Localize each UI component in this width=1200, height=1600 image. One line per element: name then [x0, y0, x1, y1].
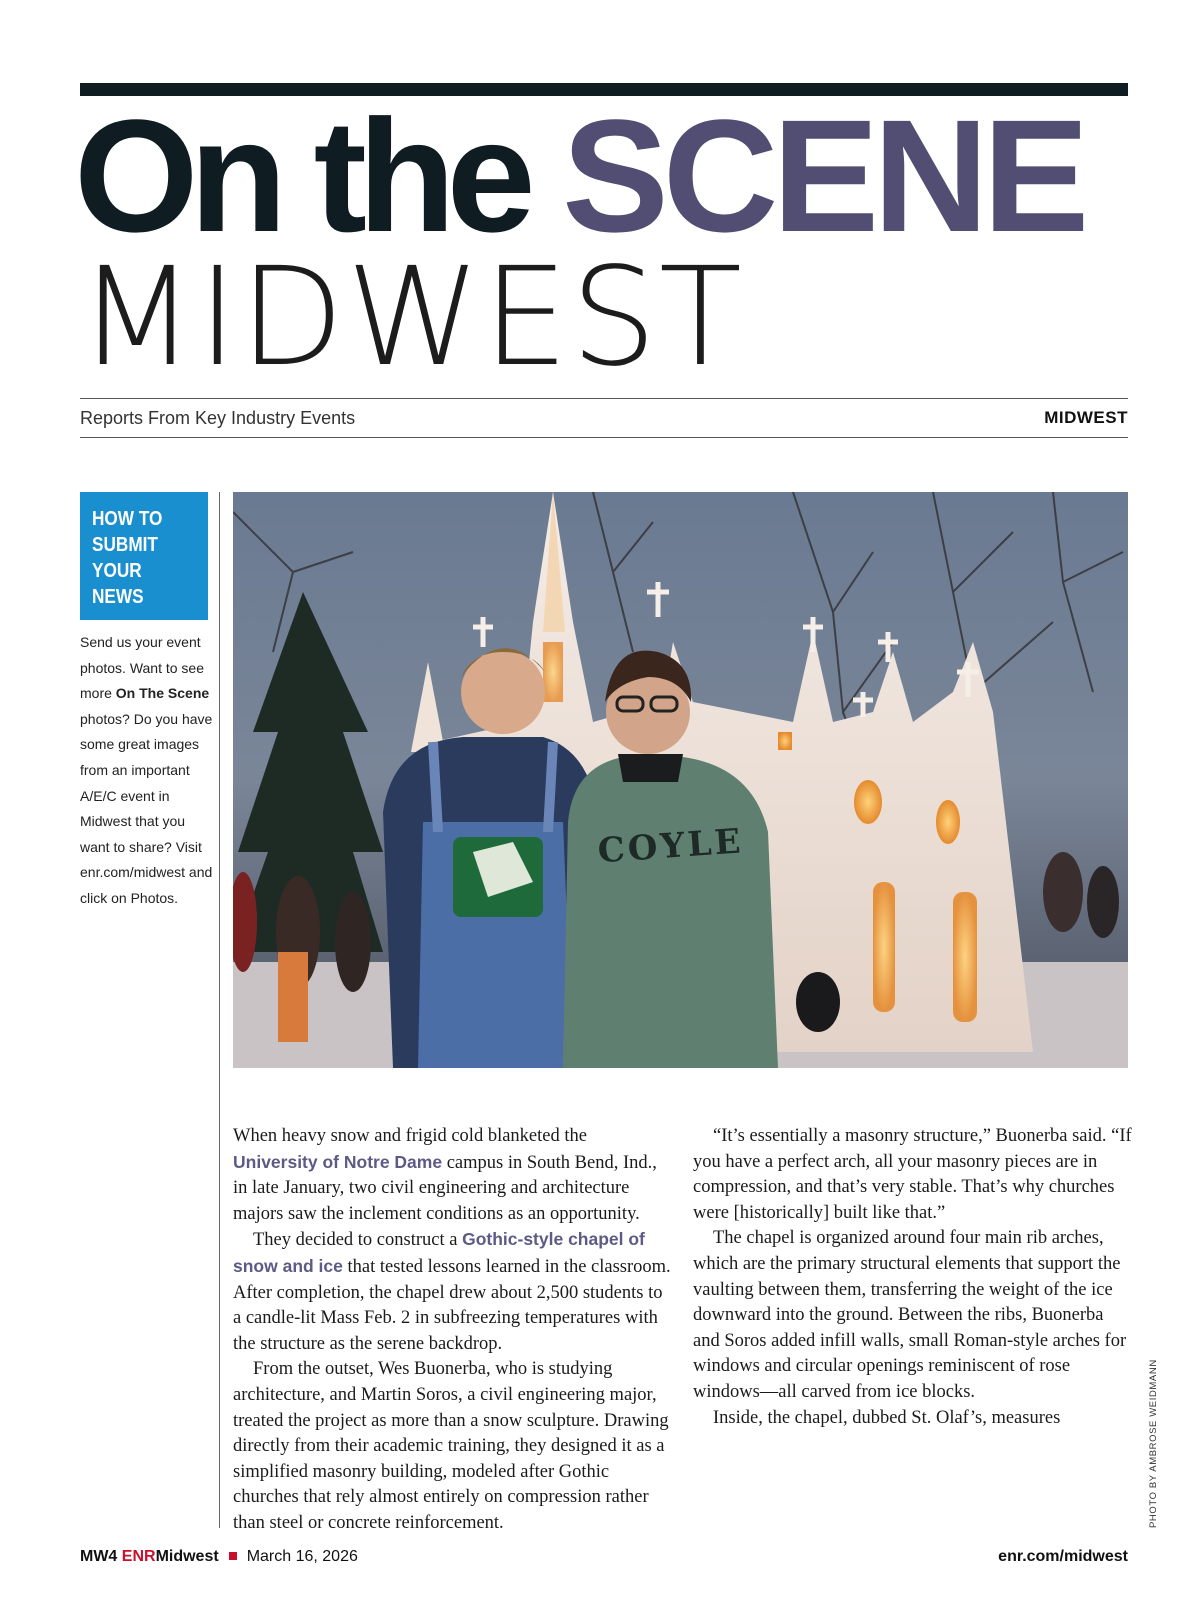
article-paragraph: Inside, the chapel, dubbed St. Olaf’s, measures [713, 1407, 1061, 1428]
notre-dame-link[interactable]: University of Notre Dame [233, 1151, 443, 1172]
p2-text-a: They decided to construct a [253, 1230, 463, 1251]
footer-url[interactable]: enr.com/midwest [998, 1548, 1128, 1565]
submit-news-box [80, 492, 208, 620]
article-paragraph: The chapel is organized around four main rib arches, which are the primary structural elements that support the vaulting between them, transferring the weight of the ice downward into the ground. Between the ribs, Buonerba and Soros added infill walls, small Roman-style arches for windows and circular openings reminiscent of rose windows—all carved from ice blocks. [693, 1228, 1127, 1402]
brand-enr: ENR [121, 1548, 156, 1565]
submit-text-bold: On The Scene [115, 685, 210, 702]
p1-text-b: campus in South Bend, Ind., in late January, two civil engineering and architecture majors saw the inclement conditions as an opportunity. [233, 1152, 657, 1224]
footer-square-icon [229, 1552, 237, 1560]
chapel-link[interactable]: Gothic-style chapel of snow and ice [233, 1229, 645, 1276]
header-rule-top [80, 398, 1128, 399]
photo-credit: PHOTO BY AMBROSE WEIDMANN [1148, 1359, 1159, 1528]
submit-box-line: HOW TO [92, 508, 163, 530]
submit-box-line: SUBMIT [92, 534, 158, 556]
snow-chapel-photo-illustration [233, 492, 1128, 1068]
feature-photo [233, 492, 1128, 1068]
title-scene: SCENE [562, 86, 1084, 265]
issue-date: March 16, 2026 [246, 1548, 358, 1565]
brand-midwest: Midwest [155, 1548, 219, 1565]
title-on-the: On the [74, 86, 527, 265]
submit-box-line: NEWS [92, 586, 144, 608]
article-column-2 [693, 1124, 1133, 1431]
footer-folio [80, 1548, 358, 1566]
page-number: MW4 [80, 1548, 118, 1565]
section-subtitle [78, 239, 744, 397]
submit-text-a: Send us your event photos. Want to see more [80, 634, 204, 702]
article-column-1 [233, 1124, 673, 1537]
submit-box-line: YOUR [92, 560, 142, 582]
header-rule-bottom [80, 437, 1128, 438]
page-title [74, 86, 1084, 265]
tagline: Reports From Key Industry Events [80, 408, 356, 428]
submit-instructions [80, 630, 215, 912]
region-label: MIDWEST [1044, 408, 1128, 427]
submit-text-b: photos? Do you have some great images from an important A/E/C event in Midwest that you want to share? Visit enr.com/midwest and click on Photos. [80, 710, 213, 906]
sweater-text: COYLE [596, 821, 745, 872]
article-paragraph [233, 1227, 673, 1357]
sidebar-rule [219, 492, 220, 1528]
article-paragraph: From the outset, Wes Buonerba, who is studying architecture, and Martin Soros, a civil engineering major, treated the project as more than a snow sculpture. Drawing directly from their academic training, they designed it as a simplified masonry building, modeled after Gothic churches that rely almost entirely on compression rather than steel or concrete reinforcement. [233, 1359, 669, 1533]
article-paragraph [233, 1124, 673, 1227]
article-paragraph: “It’s essentially a masonry structure,” Buonerba said. “If you have a perfect arch, all your masonry pieces are in compression, and that’s very stable. That’s why churches were [historically] built like that.” [693, 1126, 1132, 1223]
p1-text-a: When heavy snow and frigid cold blanketed the [233, 1126, 587, 1146]
subtitle-text: MIDWEST [78, 239, 744, 397]
p2-text-b: that tested lessons learned in the classroom. After completion, the chapel drew about 2,500 students to a candle-lit Mass Feb. 2 in subfreezing temperatures with the structure as the serene backdrop. [233, 1256, 671, 1354]
